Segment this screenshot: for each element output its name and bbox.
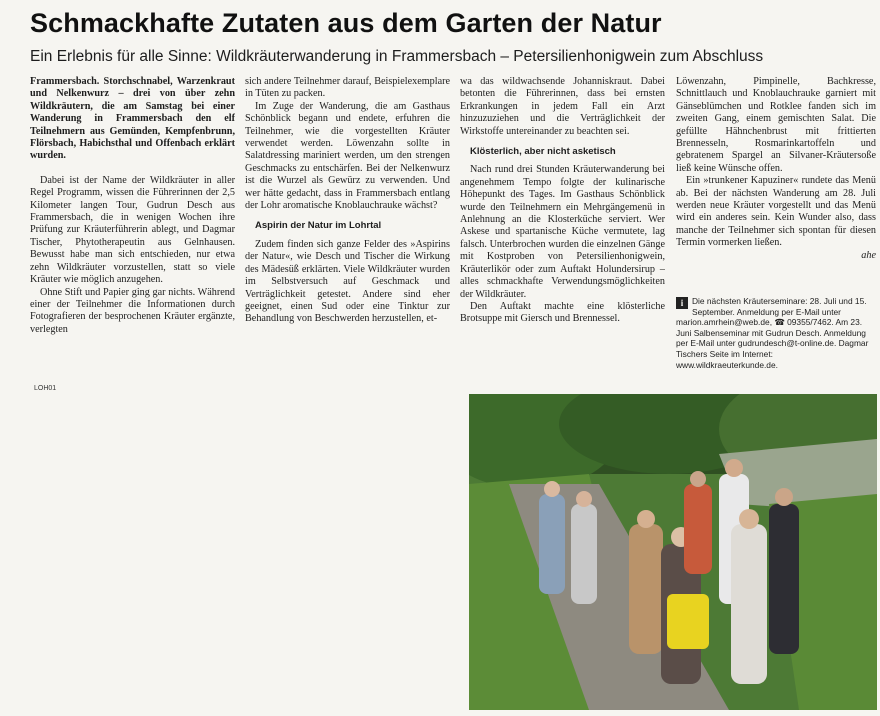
author-signature: ahe <box>861 249 876 261</box>
article-paragraph: Löwenzahn, Pimpinelle, Bachkresse, Schnittlauch und Knoblauchrauke garniert mit Gänseblümchen und Rotklee fanden sich im zweiten Gang, einem gemischten Salat. Die gefüllte Hähnchenbrust mit frittierten Brennesseln, Rosmarinkartoffeln und gebratenem Spargel an Silvaner-Kräutersoße ließ keine Wünsche offen. <box>676 76 876 174</box>
article-lead: Frammersbach. Storchschnabel, Warzenkraut und Nelkenwurz – drei von über zehn Wildkräutern, die am Samstag bei einer Wanderung in Frammersbach den elf Teilnehmern aus Gemünden, Kempfenbrunn, Flörsbach, Habichsthal und Offenbach erklärt wurden. <box>30 76 235 162</box>
yellow-bag <box>667 594 709 649</box>
article-column-1 <box>30 76 235 386</box>
article-column-4 <box>676 76 876 296</box>
article-paragraph: wa das wildwachsende Johanniskraut. Dabei betonten die Führerinnen, dass bei ernsten Erkrankungen in jedem Fall ein Arzt hinzuzuziehen und die Verträglichkeit der Wirkstoffe untereinander zu beachten sei. <box>460 76 665 137</box>
page-code: LOH01 <box>34 385 57 392</box>
article-paragraph: Ohne Stift und Papier ging gar nichts. Während einer der Teilnehmer die Informationen durch Fotografieren der besprochenen Kräuter ergänzte, verlegten <box>30 286 235 335</box>
article-paragraph: Dabei ist der Name der Wildkräuter in aller Regel Programm, wissen die Führerinnen der 2,5 Kilometer langen Tour, Gudrun Desch aus Frammersbach, die in wenigen Wochen ihre Prüfung zur Kräuterführerin ablegt, und Dagmar Tischer, Phytotherapeutin aus Gelnhausen. Bewusst habe man sich entschieden, nur etwa zehn Wildkräuter vorzustellen, statt so viele Kräuter wie möglich anzugehen. <box>30 174 235 286</box>
article-headline: Schmackhafte Zutaten aus dem Garten der Natur <box>30 8 662 38</box>
article-paragraph: sich andere Teilnehmer darauf, Beispielexemplare in Tüten zu packen. <box>245 76 450 100</box>
article-paragraph: Ein »trunkener Kapuziner« rundete das Menü ab. Bei der nächsten Wanderung am 28. Juli werden neue Kräuter vorgestellt und das Menü wird ein anderes sein. Kein Wunder also, dass manche der Teilnehmer sich spontan für diesen Termin vormerken ließen. <box>676 175 876 249</box>
article-paragraph: Nach rund drei Stunden Kräuterwanderung bei angenehmem Tempo folgte der kulinarische Höhepunkt des Tages. Im Gasthaus Schönblick wurde den Teilnehmern ein Mehrgängemenü in Anlehnung an die Klosterküche serviert. Wer Askese und spartanische Küche vermutete, lag falsch. Unterbrochen wurden die einzelnen Gänge mit Kostproben von Petersilienhonigwein, Kräuterlikör oder zum Auftakt Holundersirup – alles schmackhafte Verwendungsmöglichkeiten der Wildkräuter. <box>460 164 665 300</box>
article-paragraph: Zudem finden sich ganze Felder des »Aspirins der Natur«, wie Desch und Tischer die Wirkung des Mädesüß erklärten. Viele Wildkräuter wurden im Selbstversuch auf Geschmack und Verträglichkeit getestet. Andere sind eher geeignet, einen Sud oder eine Tinktur zur Behandlung von Beschwerden herzustellen, et- <box>245 238 450 325</box>
group-photo-image <box>469 394 877 710</box>
info-icon: i <box>676 297 688 309</box>
article-paragraph: Den Auftakt machte eine klösterliche Brotsuppe mit Giersch und Brennessel. <box>460 300 665 325</box>
group-photo <box>469 394 877 710</box>
article-column-3 <box>460 76 665 386</box>
article-column-2 <box>245 76 450 386</box>
seminar-info-box <box>676 296 876 370</box>
article-subheading: Klösterlich, aber nicht asketisch <box>470 146 616 158</box>
article-paragraph: Im Zuge der Wanderung, die am Gasthaus Schönblick begann und endete, erfuhren die Teilnehmer, wie die vorgestellten Kräuter verwendet werden. Löwenzahn sollte in Salatdressing mariniert werden, um den strengen Geschmacks zu entschärfen. Bei der Nelkenwurz ist die Wurzel als Gewürz zu verwenden. Und wer hätte gedacht, dass in Frammersbach entlang der Lohr aromatische Knoblauchrauke wächst? <box>245 100 450 212</box>
article-subheadline: Ein Erlebnis für alle Sinne: Wildkräuterwanderung in Frammersbach – Petersilienhonigwein zum Abschluss <box>30 48 764 65</box>
article-subheading: Aspirin der Natur im Lohrtal <box>255 220 382 232</box>
seminar-info-text: Die nächsten Kräuterseminare: 28. Juli und 15. September. Anmeldung per E-Mail unter marion.amrhein@web.de, ☎ 09355/7462. Am 23. Juni Salbenseminar mit Gudrun Desch. Anmeldung per E-Mail unter gudrundesch@t-online.de. Dagmar Tischers Seite im Internet: www.wildkraeuterkunde.de. <box>676 296 869 370</box>
